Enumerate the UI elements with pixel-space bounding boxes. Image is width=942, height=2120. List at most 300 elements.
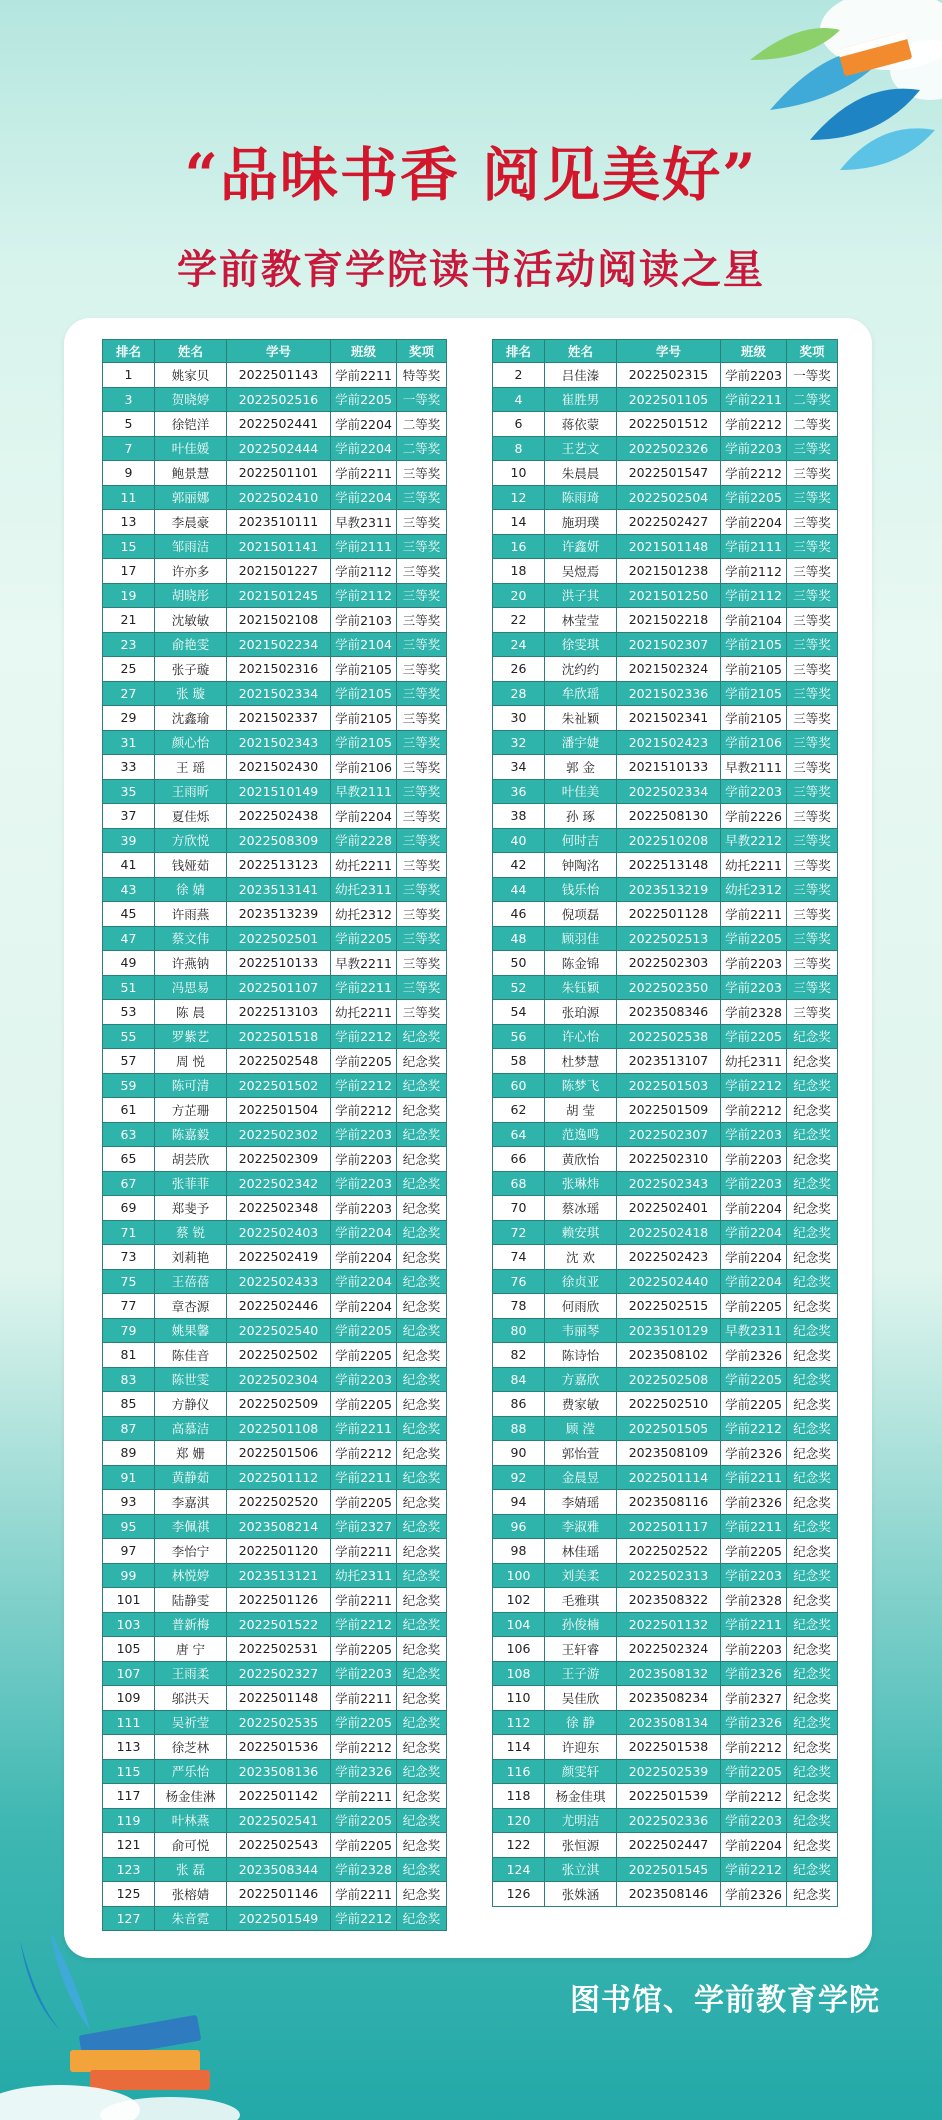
table-row [103, 1343, 447, 1368]
student-id-cell: 2022501545 [617, 1857, 721, 1882]
name-cell: 颜雯轩 [545, 1759, 617, 1784]
award-cell: 三等奖 [397, 608, 447, 633]
table-row [493, 1637, 838, 1662]
table-row [493, 1563, 838, 1588]
name-cell: 郑 姗 [155, 1441, 227, 1466]
class-cell: 学前2326 [721, 1661, 787, 1686]
class-cell: 学前2212 [331, 1073, 397, 1098]
name-cell: 陈金锦 [545, 951, 617, 976]
class-cell: 学前2205 [721, 926, 787, 951]
student-id-cell: 2021510149 [227, 779, 331, 804]
name-cell: 李淑雅 [545, 1514, 617, 1539]
name-cell: 杨金佳淋 [155, 1784, 227, 1809]
rank-cell: 8 [493, 436, 545, 461]
student-id-cell: 2022501117 [617, 1514, 721, 1539]
award-cell: 纪念奖 [397, 1735, 447, 1760]
name-cell: 蔡文伟 [155, 926, 227, 951]
table-row [103, 1465, 447, 1490]
table-row [103, 975, 447, 1000]
class-cell: 学前2205 [721, 1294, 787, 1319]
table-row [103, 1122, 447, 1147]
rank-cell: 26 [493, 657, 545, 682]
award-cell: 三等奖 [787, 608, 838, 633]
rank-cell: 64 [493, 1122, 545, 1147]
ranking-table-left [102, 339, 447, 1931]
rank-cell: 10 [493, 461, 545, 486]
name-cell: 顾羽佳 [545, 926, 617, 951]
table-row [493, 657, 838, 682]
table-row [493, 632, 838, 657]
award-cell: 纪念奖 [787, 1735, 838, 1760]
award-cell: 三等奖 [397, 755, 447, 780]
award-cell: 纪念奖 [787, 1343, 838, 1368]
name-cell: 李怡宁 [155, 1539, 227, 1564]
table-row [493, 1416, 838, 1441]
name-cell: 郭 金 [545, 755, 617, 780]
rank-cell: 38 [493, 804, 545, 829]
name-cell: 叶佳美 [545, 779, 617, 804]
award-cell: 纪念奖 [397, 1686, 447, 1711]
name-cell: 徐雯琪 [545, 632, 617, 657]
name-cell: 俞可悦 [155, 1833, 227, 1858]
award-cell: 一等奖 [787, 363, 838, 388]
award-cell: 纪念奖 [787, 1318, 838, 1343]
table-row [493, 461, 838, 486]
name-cell: 徐贞亚 [545, 1269, 617, 1294]
award-cell: 三等奖 [787, 632, 838, 657]
table-row [103, 510, 447, 535]
class-cell: 幼托2311 [331, 1563, 397, 1588]
award-cell: 纪念奖 [397, 1661, 447, 1686]
student-id-cell: 2022502548 [227, 1049, 331, 1074]
student-id-cell: 2021502218 [617, 608, 721, 633]
award-cell: 三等奖 [787, 975, 838, 1000]
student-id-cell: 2023508322 [617, 1588, 721, 1613]
table-row [493, 1441, 838, 1466]
name-cell: 陆静雯 [155, 1588, 227, 1613]
table-row [493, 755, 838, 780]
award-cell: 三等奖 [397, 583, 447, 608]
name-cell: 尤明洁 [545, 1808, 617, 1833]
student-id-cell: 2022513148 [617, 853, 721, 878]
award-cell: 三等奖 [397, 877, 447, 902]
student-id-cell: 2021510133 [617, 755, 721, 780]
table-row [493, 1686, 838, 1711]
class-cell: 学前2104 [721, 608, 787, 633]
class-cell: 学前2212 [331, 1906, 397, 1931]
rank-cell: 94 [493, 1490, 545, 1515]
table-row [493, 926, 838, 951]
award-cell: 三等奖 [397, 485, 447, 510]
rank-cell: 104 [493, 1612, 545, 1637]
award-cell: 三等奖 [397, 632, 447, 657]
student-id-cell: 2022501105 [617, 387, 721, 412]
award-cell: 纪念奖 [397, 1906, 447, 1931]
rank-cell: 127 [103, 1906, 155, 1931]
table-row [103, 583, 447, 608]
award-cell: 纪念奖 [787, 1833, 838, 1858]
award-cell: 三等奖 [397, 975, 447, 1000]
student-id-cell: 2022502310 [617, 1147, 721, 1172]
table-row [103, 1220, 447, 1245]
table-row [103, 1686, 447, 1711]
rank-cell: 126 [493, 1882, 545, 1907]
student-id-cell: 2022508130 [617, 804, 721, 829]
award-cell: 三等奖 [787, 804, 838, 829]
class-cell: 学前2212 [331, 1024, 397, 1049]
name-cell: 严乐怡 [155, 1759, 227, 1784]
name-cell: 蔡 锐 [155, 1220, 227, 1245]
class-cell: 学前2112 [721, 583, 787, 608]
table-row [103, 1759, 447, 1784]
rank-cell: 80 [493, 1318, 545, 1343]
name-cell: 邬洪天 [155, 1686, 227, 1711]
class-cell: 学前2203 [721, 436, 787, 461]
table-row [493, 583, 838, 608]
name-cell: 许亦多 [155, 559, 227, 584]
award-cell: 一等奖 [397, 387, 447, 412]
student-id-cell: 2022501512 [617, 412, 721, 437]
rank-cell: 74 [493, 1245, 545, 1270]
class-cell: 幼托2311 [721, 1049, 787, 1074]
name-cell: 俞艳雯 [155, 632, 227, 657]
student-id-cell: 2022502342 [227, 1171, 331, 1196]
class-cell: 学前2205 [721, 1539, 787, 1564]
rank-cell: 118 [493, 1784, 545, 1809]
student-id-cell: 2021502341 [617, 706, 721, 731]
award-cell: 三等奖 [787, 902, 838, 927]
name-cell: 王轩睿 [545, 1637, 617, 1662]
name-cell: 方芷珊 [155, 1098, 227, 1123]
class-cell: 学前2212 [721, 1098, 787, 1123]
class-cell: 学前2203 [331, 1367, 397, 1392]
class-cell: 学前2106 [331, 755, 397, 780]
class-cell: 学前2212 [721, 1735, 787, 1760]
award-cell: 纪念奖 [787, 1808, 838, 1833]
award-cell: 三等奖 [787, 681, 838, 706]
name-cell: 张 磊 [155, 1857, 227, 1882]
award-cell: 纪念奖 [787, 1416, 838, 1441]
student-id-cell: 2023513107 [617, 1049, 721, 1074]
name-cell: 姚果馨 [155, 1318, 227, 1343]
table-row [103, 1539, 447, 1564]
class-cell: 学前2326 [721, 1441, 787, 1466]
name-cell: 朱音霓 [155, 1906, 227, 1931]
table-row [103, 534, 447, 559]
table-row [103, 706, 447, 731]
name-cell: 叶佳媛 [155, 436, 227, 461]
name-cell: 蔡冰瑶 [545, 1196, 617, 1221]
class-cell: 学前2203 [331, 1122, 397, 1147]
class-cell: 学前2205 [331, 1343, 397, 1368]
table-row [103, 1808, 447, 1833]
name-cell: 胡芸欣 [155, 1147, 227, 1172]
class-cell: 幼托2211 [331, 853, 397, 878]
class-cell: 学前2204 [331, 1269, 397, 1294]
name-cell: 许燕钠 [155, 951, 227, 976]
name-cell: 王 瑶 [155, 755, 227, 780]
student-id-cell: 2022513123 [227, 853, 331, 878]
class-cell: 学前2203 [721, 1171, 787, 1196]
table-row [493, 1318, 838, 1343]
name-cell: 夏佳烁 [155, 804, 227, 829]
rank-cell: 76 [493, 1269, 545, 1294]
student-id-cell: 2023508214 [227, 1514, 331, 1539]
class-cell: 学前2211 [721, 1514, 787, 1539]
col-rank: 排名 [493, 340, 545, 363]
name-cell: 费家敏 [545, 1392, 617, 1417]
table-row [103, 779, 447, 804]
award-cell: 三等奖 [397, 853, 447, 878]
student-id-cell: 2022501547 [617, 461, 721, 486]
class-cell: 学前2105 [331, 657, 397, 682]
class-cell: 学前2211 [721, 1465, 787, 1490]
award-cell: 三等奖 [397, 828, 447, 853]
class-cell: 学前2326 [721, 1490, 787, 1515]
class-cell: 学前2326 [721, 1710, 787, 1735]
rank-cell: 65 [103, 1147, 155, 1172]
col-class: 班级 [331, 340, 397, 363]
name-cell: 王蓓蓓 [155, 1269, 227, 1294]
award-cell: 纪念奖 [787, 1024, 838, 1049]
ranking-table-right [492, 339, 838, 1907]
class-cell: 学前2205 [721, 485, 787, 510]
rank-cell: 95 [103, 1514, 155, 1539]
student-id-cell: 2022502447 [617, 1833, 721, 1858]
class-cell: 学前2112 [331, 559, 397, 584]
name-cell: 何时吉 [545, 828, 617, 853]
class-cell: 学前2211 [331, 1416, 397, 1441]
table-row [103, 436, 447, 461]
class-cell: 学前2226 [721, 804, 787, 829]
class-cell: 学前2211 [721, 902, 787, 927]
table-row [103, 1024, 447, 1049]
table-row [103, 926, 447, 951]
rank-cell: 18 [493, 559, 545, 584]
student-id-cell: 2022502403 [227, 1220, 331, 1245]
col-award: 奖项 [397, 340, 447, 363]
table-row [493, 1465, 838, 1490]
student-id-cell: 2022501132 [617, 1612, 721, 1637]
student-id-cell: 2023513219 [617, 877, 721, 902]
table-row [103, 1416, 447, 1441]
name-cell: 毛雅琪 [545, 1588, 617, 1613]
rank-cell: 114 [493, 1735, 545, 1760]
rank-cell: 5 [103, 412, 155, 437]
award-cell: 纪念奖 [397, 1490, 447, 1515]
award-cell: 纪念奖 [787, 1196, 838, 1221]
student-id-cell: 2022502535 [227, 1710, 331, 1735]
award-cell: 三等奖 [787, 779, 838, 804]
name-cell: 姚家贝 [155, 363, 227, 388]
class-cell: 学前2327 [721, 1686, 787, 1711]
student-id-cell: 2021502423 [617, 730, 721, 755]
rank-cell: 49 [103, 951, 155, 976]
class-cell: 学前2203 [331, 1171, 397, 1196]
rank-cell: 44 [493, 877, 545, 902]
award-cell: 纪念奖 [787, 1392, 838, 1417]
name-cell: 林佳瑶 [545, 1539, 617, 1564]
award-cell: 纪念奖 [787, 1539, 838, 1564]
student-id-cell: 2022501538 [617, 1735, 721, 1760]
student-id-cell: 2021501250 [617, 583, 721, 608]
award-cell: 纪念奖 [787, 1073, 838, 1098]
award-cell: 纪念奖 [787, 1588, 838, 1613]
name-cell: 潘宇婕 [545, 730, 617, 755]
student-id-cell: 2022502538 [617, 1024, 721, 1049]
table-row [103, 1882, 447, 1907]
class-cell: 学前2211 [331, 1686, 397, 1711]
table-row [103, 1710, 447, 1735]
class-cell: 学前2328 [721, 1588, 787, 1613]
table-row [493, 902, 838, 927]
student-id-cell: 2022502522 [617, 1539, 721, 1564]
student-id-cell: 2022501101 [227, 461, 331, 486]
student-id-cell: 2021502108 [227, 608, 331, 633]
table-row [103, 1147, 447, 1172]
table-row [493, 1220, 838, 1245]
name-cell: 方静仪 [155, 1392, 227, 1417]
name-cell: 孙俊楠 [545, 1612, 617, 1637]
table-row [103, 1245, 447, 1270]
award-cell: 纪念奖 [397, 1833, 447, 1858]
student-id-cell: 2022502418 [617, 1220, 721, 1245]
name-cell: 王子游 [545, 1661, 617, 1686]
class-cell: 学前2105 [331, 730, 397, 755]
class-cell: 学前2204 [331, 1220, 397, 1245]
rank-cell: 72 [493, 1220, 545, 1245]
table-row [493, 1000, 838, 1025]
table-row [103, 1833, 447, 1858]
table-row [493, 363, 838, 388]
award-cell: 纪念奖 [787, 1637, 838, 1662]
class-cell: 学前2205 [721, 1024, 787, 1049]
name-cell: 邹雨洁 [155, 534, 227, 559]
class-cell: 学前2326 [721, 1343, 787, 1368]
name-cell: 王雨柔 [155, 1661, 227, 1686]
award-cell: 纪念奖 [787, 1759, 838, 1784]
table-row [493, 779, 838, 804]
class-cell: 幼托2211 [721, 853, 787, 878]
table-row [493, 951, 838, 976]
student-id-cell: 2021501245 [227, 583, 331, 608]
student-id-cell: 2023508234 [617, 1686, 721, 1711]
student-id-cell: 2022501505 [617, 1416, 721, 1441]
award-cell: 纪念奖 [397, 1612, 447, 1637]
name-cell: 张姝涵 [545, 1882, 617, 1907]
student-id-cell: 2022501114 [617, 1465, 721, 1490]
table-row [103, 461, 447, 486]
award-cell: 三等奖 [787, 730, 838, 755]
rank-cell: 81 [103, 1343, 155, 1368]
student-id-cell: 2022508309 [227, 828, 331, 853]
student-id-cell: 2022502324 [617, 1637, 721, 1662]
rank-cell: 108 [493, 1661, 545, 1686]
class-cell: 学前2105 [721, 681, 787, 706]
award-cell: 纪念奖 [787, 1784, 838, 1809]
class-cell: 学前2204 [331, 412, 397, 437]
class-cell: 学前2212 [721, 412, 787, 437]
table-row [493, 1269, 838, 1294]
rank-cell: 11 [103, 485, 155, 510]
student-id-cell: 2022502401 [617, 1196, 721, 1221]
rank-cell: 50 [493, 951, 545, 976]
class-cell: 学前2212 [331, 1735, 397, 1760]
rank-cell: 75 [103, 1269, 155, 1294]
class-cell: 学前2105 [331, 681, 397, 706]
table-row [103, 1637, 447, 1662]
rank-cell: 116 [493, 1759, 545, 1784]
rank-cell: 66 [493, 1147, 545, 1172]
table-row [103, 387, 447, 412]
award-cell: 纪念奖 [397, 1122, 447, 1147]
award-cell: 三等奖 [397, 779, 447, 804]
award-cell: 纪念奖 [787, 1049, 838, 1074]
rank-cell: 24 [493, 632, 545, 657]
table-row [103, 1000, 447, 1025]
class-cell: 学前2203 [331, 1147, 397, 1172]
award-cell: 三等奖 [397, 951, 447, 976]
table-row [103, 1367, 447, 1392]
student-id-cell: 2023510129 [617, 1318, 721, 1343]
student-id-cell: 2022502446 [227, 1294, 331, 1319]
name-cell: 张榕婧 [155, 1882, 227, 1907]
student-id-cell: 2022501148 [227, 1686, 331, 1711]
student-id-cell: 2022502315 [617, 363, 721, 388]
table-row [493, 412, 838, 437]
class-cell: 学前2111 [721, 534, 787, 559]
name-cell: 鲍景慧 [155, 461, 227, 486]
name-cell: 李佩祺 [155, 1514, 227, 1539]
student-id-cell: 2022502423 [617, 1245, 721, 1270]
award-cell: 纪念奖 [787, 1857, 838, 1882]
rank-cell: 58 [493, 1049, 545, 1074]
class-cell: 早教2111 [721, 755, 787, 780]
student-id-cell: 2021501148 [617, 534, 721, 559]
student-id-cell: 2022502313 [617, 1563, 721, 1588]
table-row [103, 1269, 447, 1294]
award-cell: 纪念奖 [787, 1710, 838, 1735]
award-cell: 纪念奖 [397, 1294, 447, 1319]
table-row [493, 1857, 838, 1882]
table-row [493, 1122, 838, 1147]
class-cell: 幼托2211 [331, 1000, 397, 1025]
name-cell: 陈梦飞 [545, 1073, 617, 1098]
student-id-cell: 2022502502 [227, 1343, 331, 1368]
class-cell: 学前2203 [721, 1637, 787, 1662]
name-cell: 徐芝林 [155, 1735, 227, 1760]
class-cell: 学前2203 [721, 1122, 787, 1147]
class-cell: 早教2211 [331, 951, 397, 976]
class-cell: 学前2211 [331, 1882, 397, 1907]
award-cell: 纪念奖 [787, 1686, 838, 1711]
rank-cell: 19 [103, 583, 155, 608]
rank-cell: 70 [493, 1196, 545, 1221]
table-row [493, 1024, 838, 1049]
rank-cell: 88 [493, 1416, 545, 1441]
name-cell: 沈 欢 [545, 1245, 617, 1270]
award-cell: 三等奖 [397, 681, 447, 706]
rank-cell: 41 [103, 853, 155, 878]
class-cell: 学前2228 [331, 828, 397, 853]
class-cell: 学前2211 [721, 1612, 787, 1637]
table-row [493, 1171, 838, 1196]
award-cell: 纪念奖 [397, 1147, 447, 1172]
student-id-cell: 2022501112 [227, 1465, 331, 1490]
name-cell: 徐 静 [545, 1710, 617, 1735]
rank-cell: 34 [493, 755, 545, 780]
rank-cell: 23 [103, 632, 155, 657]
